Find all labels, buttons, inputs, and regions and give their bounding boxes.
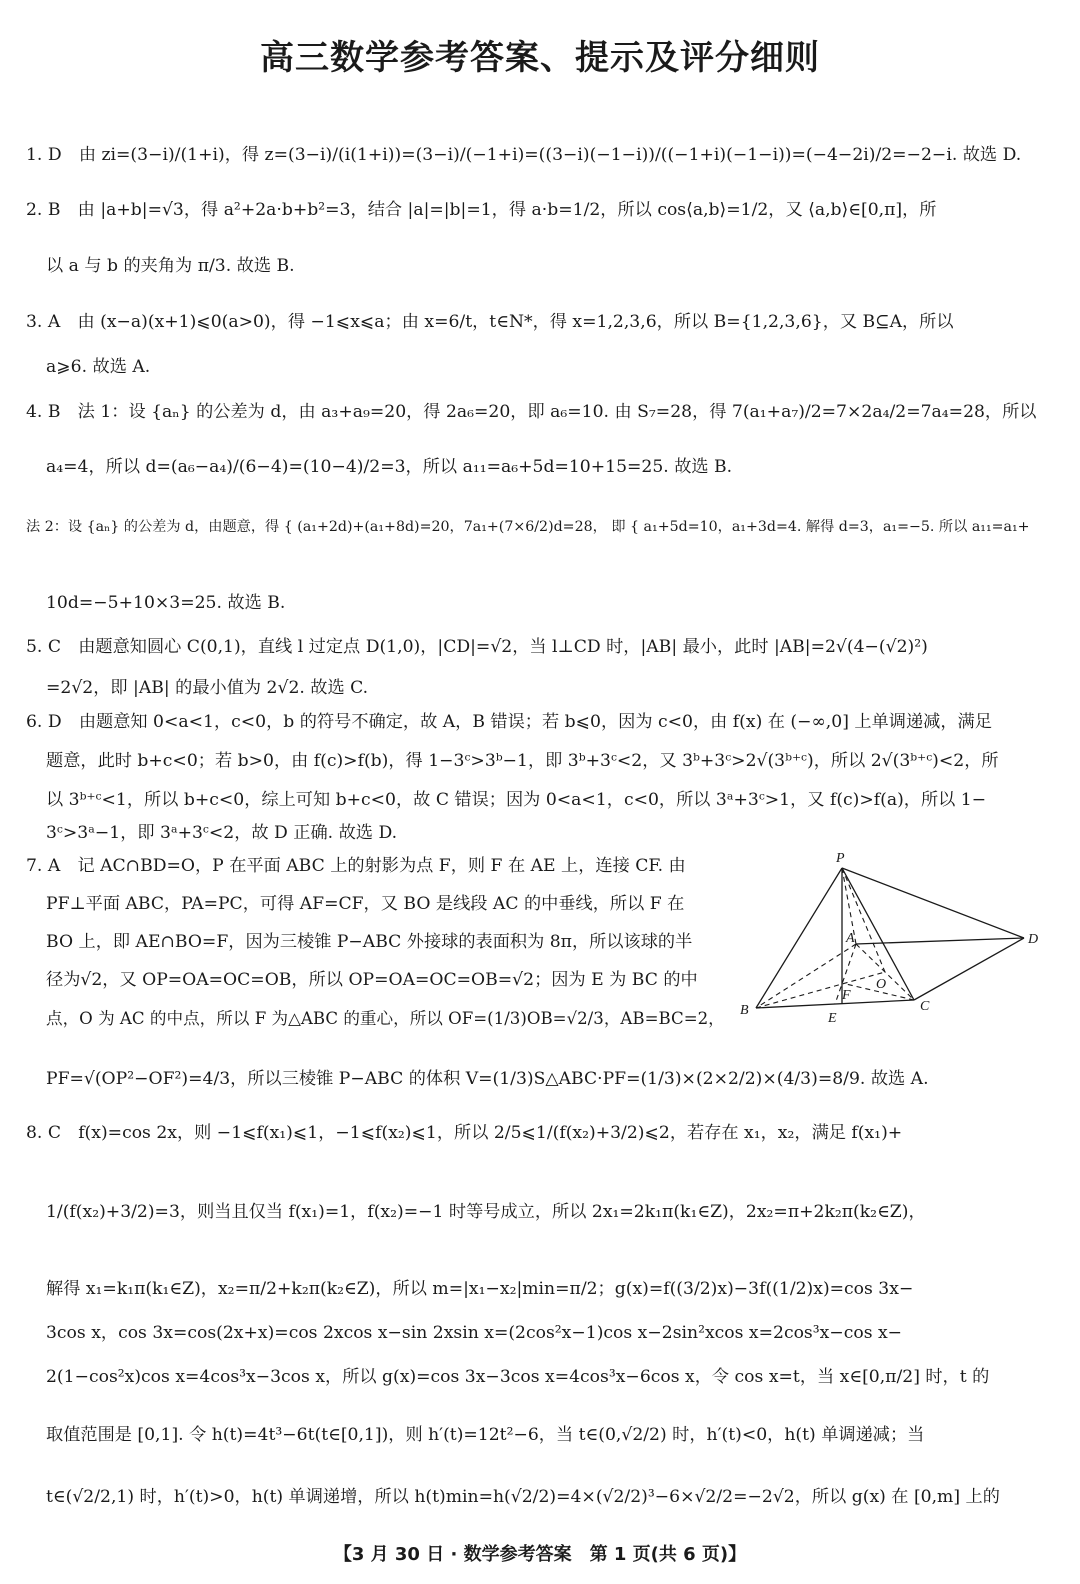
- edge-cd: [914, 938, 1024, 1000]
- text-line: 3. A 由 (x−a)(x+1)⩽0(a>0)，得 −1⩽x⩽a；由 x=6/t，t∈N*，得 x=1,2,3,6，所以 B={1,2,3,6}，又 B⊆A，所以: [26, 312, 954, 332]
- text-line: 3ᶜ>3ᵃ−1，即 3ᵃ+3ᶜ<2，故 D 正确. 故选 D.: [46, 823, 398, 843]
- text-line: 题意，此时 b+c<0；若 b>0，由 f(c)>f(b)，得 1−3ᶜ>3ᵇ−1，即 3ᵇ+3ᶜ<2，又 3ᵇ+3ᶜ>2√(3ᵇ⁺ᶜ)，所以 2√(3ᵇ⁺ᶜ)<2，所: [46, 751, 999, 771]
- text-line: 7. A 记 AC∩BD=O，P 在平面 ABC 上的射影为点 F，则 F 在 AE 上，连接 CF. 由: [26, 856, 686, 876]
- label-e: E: [828, 1011, 837, 1026]
- edge-po: [842, 868, 885, 972]
- text-line: 10d=−5+10×3=25. 故选 B.: [46, 593, 286, 613]
- label-p: P: [836, 851, 845, 866]
- text-line: =2√2，即 |AB| 的最小值为 2√2. 故选 C.: [46, 678, 369, 698]
- label-o: O: [876, 977, 887, 992]
- text-line: 5. C 由题意知圆心 C(0,1)，直线 l 过定点 D(1,0)，|CD|=√2，当 l⊥CD 时，|AB| 最小，此时 |AB|=2√(4−(√2)²): [26, 637, 928, 657]
- text-line: 1. D 由 zi=(3−i)/(1+i)，得 z=(3−i)/(i(1+i))=(3−i)/(−1+i)=((3−i)(−1−i))/((−1+i)(−1−i))=(−4−2i)/2=−2−i. 故选 D.: [26, 145, 1022, 165]
- text-line: 取值范围是 [0,1]. 令 h(t)=4t³−6t(t∈[0,1])，则 h′(t)=12t²−6，当 t∈(0,√2/2) 时，h′(t)<0，h(t) 单调递减；当: [46, 1425, 925, 1445]
- text-line: 法 2：设 {aₙ} 的公差为 d，由题意，得 { (a₁+2d)+(a₁+8d)=20，7a₁+(7×6/2)d=28， 即 { a₁+5d=10，a₁+3d=4. 解得 d=3，a₁=−5. 所以 a₁₁=a₁+: [26, 519, 1030, 535]
- edge-pb: [756, 868, 842, 1008]
- text-line: a₄=4，所以 d=(a₆−a₄)/(6−4)=(10−4)/2=3，所以 a₁₁=a₆+5d=10+15=25. 故选 B.: [46, 457, 733, 477]
- text-line: 2(1−cos²x)cos x=4cos³x−3cos x，所以 g(x)=cos 3x−3cos x=4cos³x−6cos x，令 cos x=t，当 x∈[0,π/2] 时，t 的: [46, 1367, 990, 1387]
- text-line: 点，O 为 AC 的中点，所以 F 为△ABC 的重心，所以 OF=(1/3)OB=√2/3，AB=BC=2，: [46, 1009, 725, 1028]
- text-line: 2. B 由 |a+b|=√3，得 a²+2a·b+b²=3，结合 |a|=|b|=1，得 a·b=1/2，所以 cos⟨a,b⟩=1/2，又 ⟨a,b⟩∈[0,π]，所: [26, 200, 937, 220]
- text-line: PF=√(OP²−OF²)=4/3，所以三棱锥 P−ABC 的体积 V=(1/3)S△ABC·PF=(1/3)×(2×2/2)×(4/3)=8/9. 故选 A.: [46, 1069, 929, 1089]
- label-c: C: [920, 999, 930, 1014]
- text-line: 6. D 由题意知 0<a<1，c<0，b 的符号不确定，故 A，B 错误；若 b⩽0，因为 c<0，由 f(x) 在 (−∞,0] 上单调递减，满足: [26, 712, 992, 732]
- text-line: 以 a 与 b 的夹角为 π/3. 故选 B.: [46, 256, 295, 276]
- pyramid-figure: [738, 848, 1050, 1028]
- text-line: 以 3ᵇ⁺ᶜ<1，所以 b+c<0，综上可知 b+c<0，故 C 错误；因为 0<a<1，c<0，所以 3ᵃ+3ᶜ>1，又 f(c)>f(a)，所以 1−: [46, 790, 987, 810]
- edge-ab: [756, 944, 856, 1008]
- label-a: A: [846, 931, 855, 946]
- text-line: 解得 x₁=k₁π(k₁∈Z)，x₂=π/2+k₂π(k₂∈Z)，所以 m=|x₁−x₂|min=π/2；g(x)=f((3/2)x)−3f((1/2)x)=cos 3x−: [46, 1279, 914, 1299]
- text-line: 径为√2，又 OP=OA=OC=OB，所以 OP=OA=OC=OB=√2；因为 E 为 BC 的中: [46, 970, 698, 990]
- text-line: 3cos x，cos 3x=cos(2x+x)=cos 2xcos x−sin 2xsin x=(2cos²x−1)cos x−2sin²xcos x=2cos³x−cos x−: [46, 1323, 903, 1343]
- text-line: 8. C f(x)=cos 2x，则 −1⩽f(x₁)⩽1，−1⩽f(x₂)⩽1，所以 2/5⩽1/(f(x₂)+3/2)⩽2，若存在 x₁，x₂，满足 f(x₁)+: [26, 1123, 903, 1143]
- text-line: 4. B 法 1：设 {aₙ} 的公差为 d，由 a₃+a₉=20，得 2a₆=20，即 a₆=10. 由 S₇=28，得 7(a₁+a₇)/2=7×2a₄/2=7a₄=28，所以: [26, 402, 1037, 422]
- text-line: PF⊥平面 ABC，PA=PC，可得 AF=CF，又 BO 是线段 AC 的中垂线，所以 F 在: [46, 894, 685, 914]
- text-line: t∈(√2/2,1) 时，h′(t)>0，h(t) 单调递增，所以 h(t)min=h(√2/2)=4×(√2/2)³−6×√2/2=−2√2，所以 g(x) 在 [0,m] 上的: [46, 1487, 1000, 1507]
- text-line: a⩾6. 故选 A.: [46, 357, 151, 377]
- page-title: 高三数学参考答案、提示及评分细则: [260, 38, 820, 78]
- label-b: B: [740, 1003, 749, 1018]
- label-f: F: [842, 988, 851, 1003]
- label-d: D: [1028, 932, 1039, 947]
- page-footer: 【3 月 30 日 · 数学参考答案 第 1 页(共 6 页)】: [333, 1544, 747, 1565]
- edge-pd: [842, 868, 1024, 938]
- text-line: 1/(f(x₂)+3/2)=3，则当且仅当 f(x₁)=1，f(x₂)=−1 时等号成立，所以 2x₁=2k₁π(k₁∈Z)，2x₂=π+2k₂π(k₂∈Z)，: [46, 1202, 926, 1222]
- text-line: BO 上，即 AE∩BO=F，因为三棱锥 P−ABC 外接球的表面积为 8π，所以该球的半: [46, 932, 693, 952]
